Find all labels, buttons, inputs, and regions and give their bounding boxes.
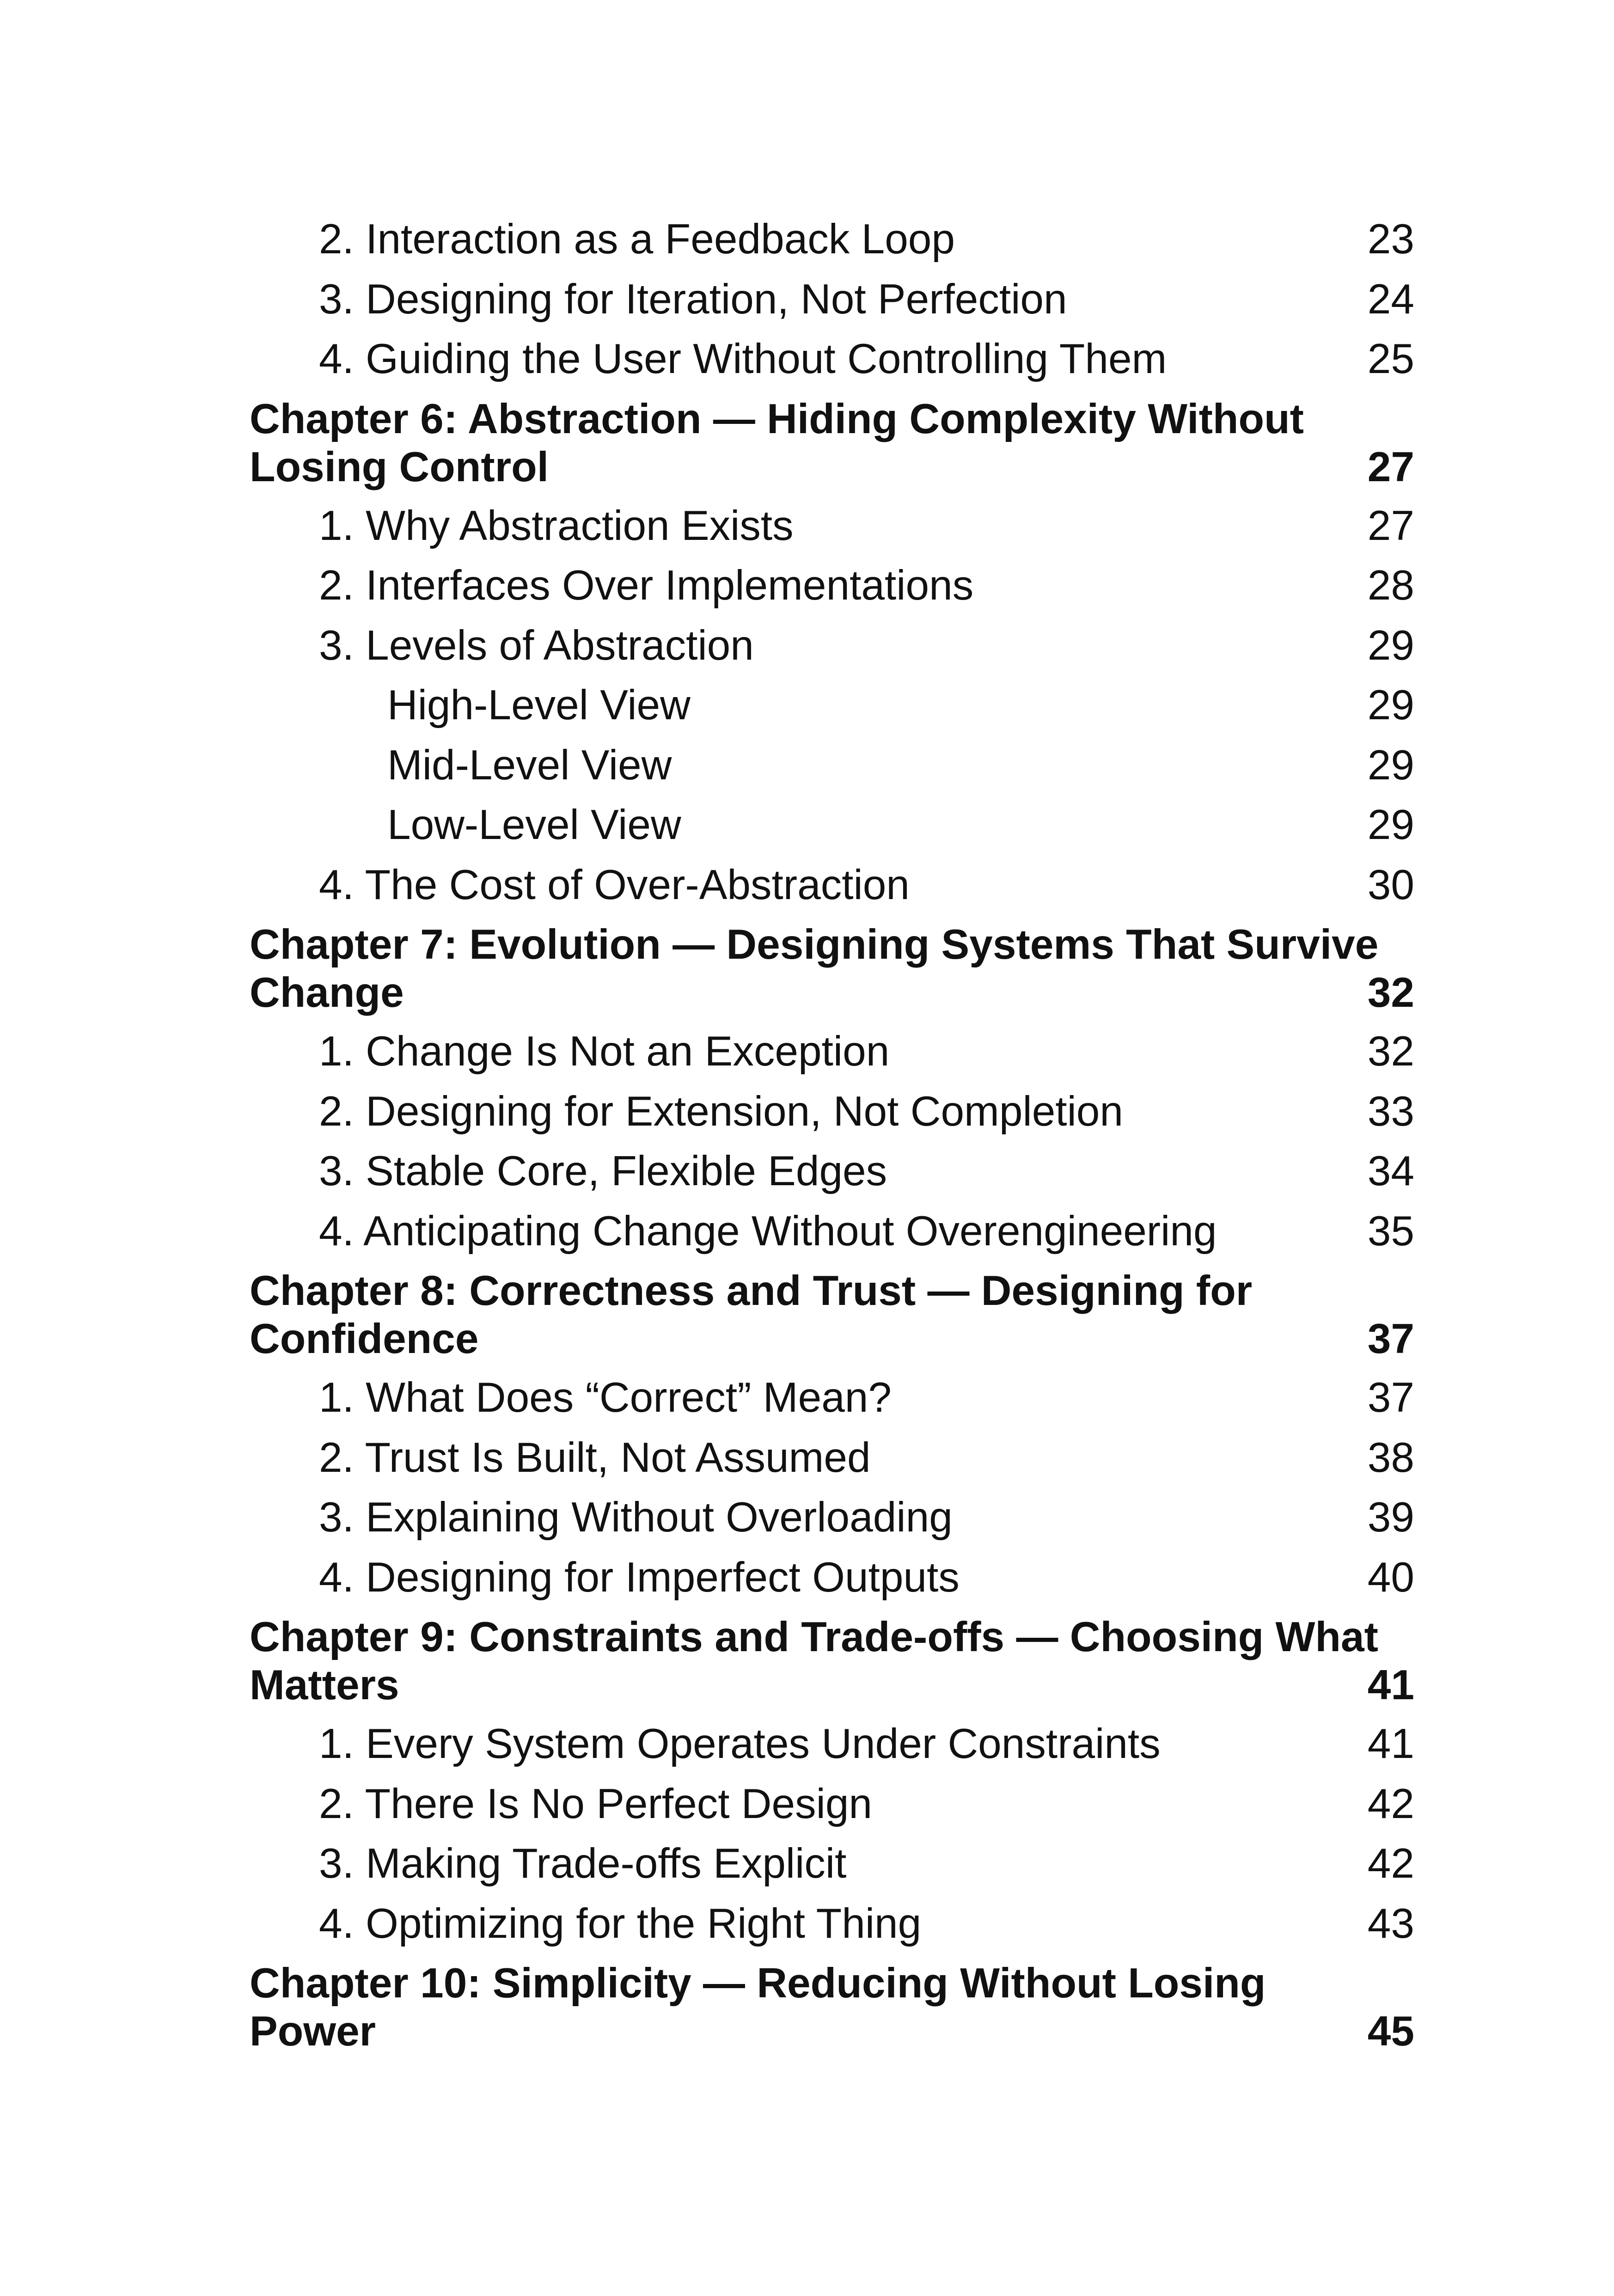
page-number: 34: [1367, 1148, 1414, 1194]
page-number: 40: [1367, 1554, 1414, 1601]
page-number: 32: [1367, 969, 1414, 1016]
toc-entry-title: 3. Making Trade-offs Explicit: [319, 1840, 847, 1887]
page-number: 43: [1367, 1900, 1414, 1947]
page-number: 28: [1367, 562, 1414, 609]
toc-chapter-entry[interactable]: [250, 1267, 1414, 1363]
toc-entry-title: 4. Designing for Imperfect Outputs: [319, 1554, 960, 1601]
toc-entry-title: 2. Trust Is Built, Not Assumed: [319, 1434, 871, 1481]
page-number: 37: [1367, 1374, 1414, 1421]
page-number: 42: [1367, 1780, 1414, 1827]
page-number: 30: [1367, 861, 1414, 908]
toc-chapter-entry[interactable]: [250, 921, 1414, 1017]
page-number: 29: [1367, 682, 1414, 729]
page-number: 24: [1367, 276, 1414, 323]
page-number: 33: [1367, 1088, 1414, 1135]
toc-entry-title: 4. Guiding the User Without Controlling Them: [319, 336, 1167, 382]
chapter-title: Chapter 9: Constraints and Trade-offs — Choosing What: [250, 1614, 1378, 1660]
page-number: 27: [1367, 502, 1414, 549]
toc-entry-title: 1. Change Is Not an Exception: [319, 1028, 890, 1075]
toc-subentry[interactable]: [387, 681, 1414, 729]
page-number: 41: [1367, 1720, 1414, 1767]
chapter-title: Chapter 6: Abstraction — Hiding Complexity Without: [250, 395, 1304, 442]
toc-entry-title: 2. There Is No Perfect Design: [319, 1780, 873, 1827]
toc-entry[interactable]: [319, 1088, 1414, 1136]
chapter-title: Chapter 10: Simplicity — Reducing Without Losing: [250, 1960, 1266, 2007]
page-number: 25: [1367, 336, 1414, 382]
toc-entry-title: 4. Anticipating Change Without Overengineering: [319, 1207, 1217, 1255]
page-number: 35: [1367, 1207, 1414, 1255]
toc-entry[interactable]: [319, 502, 1414, 550]
page-number: 45: [1367, 2008, 1414, 2055]
toc-entry-title: 3. Designing for Iteration, Not Perfection: [319, 276, 1067, 323]
page-number: 23: [1367, 216, 1414, 263]
toc-entry-title: 2. Interaction as a Feedback Loop: [319, 216, 955, 263]
toc-entry[interactable]: [319, 1028, 1414, 1076]
page-number: 27: [1367, 443, 1414, 490]
toc-entry[interactable]: [319, 1840, 1414, 1888]
toc-entry-title: 3. Levels of Abstraction: [319, 622, 754, 669]
toc-entry[interactable]: [319, 215, 1414, 263]
toc-entry[interactable]: [319, 1900, 1414, 1948]
toc-subentry[interactable]: [387, 801, 1414, 849]
page-number: 29: [1367, 741, 1414, 789]
toc-chapter-entry[interactable]: [250, 395, 1414, 491]
table-of-contents: [250, 215, 1414, 2066]
toc-entry-title: 3. Explaining Without Overloading: [319, 1494, 953, 1541]
toc-entry-title: 2. Interfaces Over Implementations: [319, 562, 974, 609]
toc-entry-title: 3. Stable Core, Flexible Edges: [319, 1148, 887, 1194]
chapter-title: Chapter 7: Evolution — Designing Systems That Survive: [250, 921, 1379, 968]
toc-subentry[interactable]: [387, 741, 1414, 790]
toc-entry[interactable]: [319, 1374, 1414, 1422]
toc-entry-title: 4. The Cost of Over-Abstraction: [319, 861, 910, 908]
toc-entry-title: 4. Optimizing for the Right Thing: [319, 1900, 922, 1947]
toc-entry[interactable]: [319, 276, 1414, 324]
toc-entry-title: 1. Why Abstraction Exists: [319, 502, 794, 549]
toc-entry[interactable]: [319, 622, 1414, 670]
toc-entry-title: 1. What Does “Correct” Mean?: [319, 1374, 892, 1421]
toc-entry-title: High-Level View: [387, 682, 691, 729]
toc-entry[interactable]: [319, 1720, 1414, 1768]
page-number: 29: [1367, 802, 1414, 848]
chapter-title-continued: Power: [250, 2008, 376, 2055]
page-number: 38: [1367, 1434, 1414, 1481]
toc-entry-title: 2. Designing for Extension, Not Completion: [319, 1088, 1124, 1135]
toc-entry-title: Mid-Level View: [387, 741, 672, 789]
toc-entry[interactable]: [319, 1494, 1414, 1542]
toc-entry[interactable]: [319, 562, 1414, 610]
toc-entry[interactable]: [319, 1434, 1414, 1482]
toc-entry[interactable]: [319, 1147, 1414, 1195]
chapter-title-continued: Losing Control: [250, 443, 549, 490]
page-number: 32: [1367, 1028, 1414, 1075]
page-number: 42: [1367, 1840, 1414, 1887]
page-number: 39: [1367, 1494, 1414, 1541]
page-number: 41: [1367, 1662, 1414, 1708]
toc-entry[interactable]: [319, 335, 1414, 383]
toc-chapter-entry[interactable]: [250, 1959, 1414, 2056]
toc-entry[interactable]: [319, 1780, 1414, 1828]
chapter-title-continued: Change: [250, 969, 404, 1016]
chapter-title: Chapter 8: Correctness and Trust — Designing for: [250, 1267, 1253, 1314]
page-number: 37: [1367, 1316, 1414, 1362]
toc-entry[interactable]: [319, 1554, 1414, 1602]
page-number: 29: [1367, 622, 1414, 669]
toc-entry[interactable]: [319, 1207, 1414, 1255]
chapter-title-continued: Matters: [250, 1662, 399, 1708]
toc-entry-title: 1. Every System Operates Under Constraints: [319, 1720, 1161, 1767]
toc-chapter-entry[interactable]: [250, 1613, 1414, 1709]
chapter-title-continued: Confidence: [250, 1316, 479, 1362]
toc-entry[interactable]: [319, 861, 1414, 909]
toc-entry-title: Low-Level View: [387, 802, 681, 848]
